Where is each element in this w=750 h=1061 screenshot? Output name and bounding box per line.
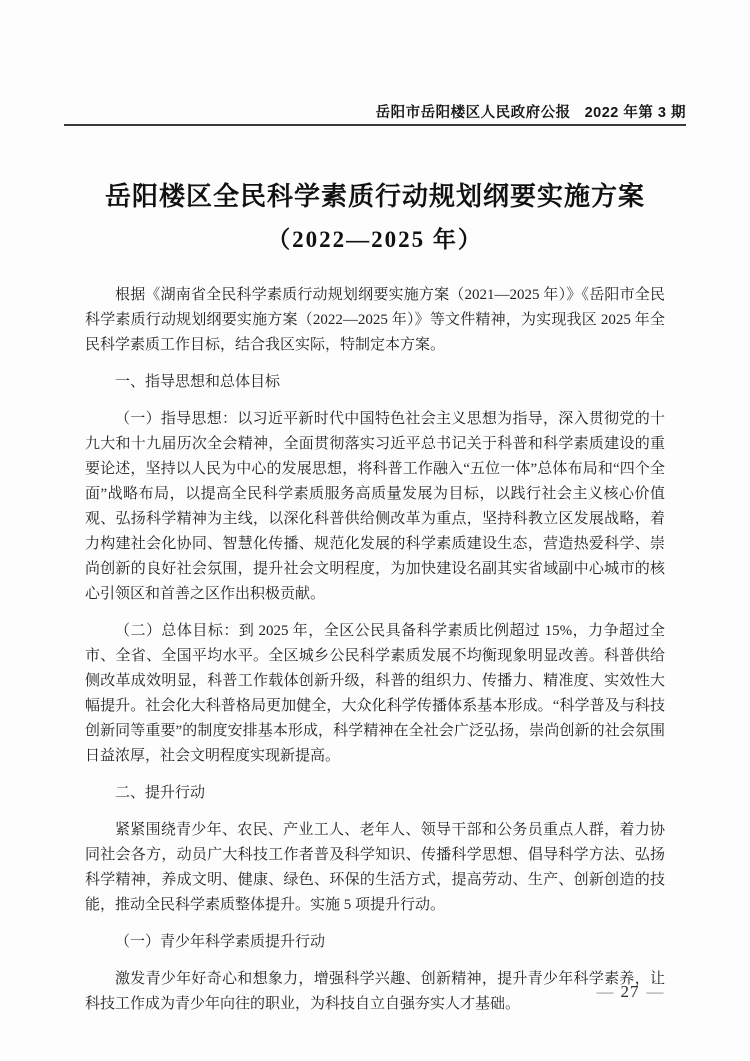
gazette-issue: 2022 年第 3 期: [584, 105, 686, 121]
document-body: [85, 283, 665, 1029]
body-paragraph: （二）总体目标：到 2025 年，全区公民具备科学素质比例超过 15%，力争超过全市、全省、全国平均水平。全区城乡公民科学素质发展不均衡现象明显改善。科普供给侧改革成效明显，科普工作载体创新升级，科普的组织力、传播力、精准度、实效性大幅提升。社会化大科普格局更加健全，大众化科学传播体系基本形成。“科学普及与科技创新同等重要”的制度安排基本形成，科学精神在全社会广泛弘扬，崇尚创新的社会氛围日益浓厚，社会文明程度实现新提高。: [85, 623, 665, 764]
section-heading: 一、指导思想和总体目标: [115, 374, 281, 390]
header-rule: [64, 124, 686, 126]
page-number: [555, 982, 705, 1002]
document-title: 岳阳楼区全民科学素质行动规划纲要实施方案: [104, 182, 645, 211]
document-subtitle: （2022—2025 年）: [267, 227, 483, 252]
body-paragraph: 激发青少年好奇心和想象力，增强科学兴趣、创新精神，提升青少年科学素养，让科技工作成为青少年向往的职业，为科技自立自强夯实人才基础。: [85, 971, 665, 1012]
body-paragraph: （一）指导思想：以习近平新时代中国特色社会主义思想为指导，深入贯彻党的十九大和十九届历次全会精神，全面贯彻落实习近平总书记关于科普和科学素质建设的重要论述，坚持以人民为中心的发展思想，将科普工作融入“五位一体”总体布局和“四个全面”战略布局，以提高全民科学素质服务高质量发展为目标，以践行社会主义核心价值观、弘扬科学精神为主线，以深化科普供给侧改革为重点，坚持科教立区发展战略，着力构建社会化协同、智慧化传播、规范化发展的科学素质建设生态，营造热爱科学、崇尚创新的良好社会氛围，提升社会文明程度，为加快建设名副其实省域副中心城市的核心引领区和首善之区作出积极贡献。: [85, 411, 665, 602]
body-paragraph: 根据《湖南省全民科学素质行动规划纲要实施方案（2021—2025 年）》《岳阳市全民科学素质行动规划纲要实施方案（2022—2025 年）》等文件精神，为实现我区 2025 年全民科学素质工作目标，结合我区实际，特制定本方案。: [85, 287, 665, 353]
page-number-dash-left: —: [596, 982, 614, 1001]
running-header: [376, 101, 686, 122]
page-number-dash-right: —: [646, 982, 664, 1001]
body-paragraph: 紧紧围绕青少年、农民、产业工人、老年人、领导干部和公务员重点人群，着力协同社会各方，动员广大科技工作者普及科学知识、传播科学思想、倡导科学方法、弘扬科学精神，养成文明、健康、绿色、环保的生活方式，提高劳动、生产、创新创造的技能，推动全民科学素质整体提升。实施 5 项提升行动。: [85, 822, 665, 913]
section-heading: （一）青少年科学素质提升行动: [115, 934, 326, 950]
section-heading: 二、提升行动: [115, 785, 206, 801]
gazette-title: 岳阳市岳阳楼区人民政府公报: [375, 105, 571, 121]
page-number-value: 27: [620, 982, 640, 1001]
